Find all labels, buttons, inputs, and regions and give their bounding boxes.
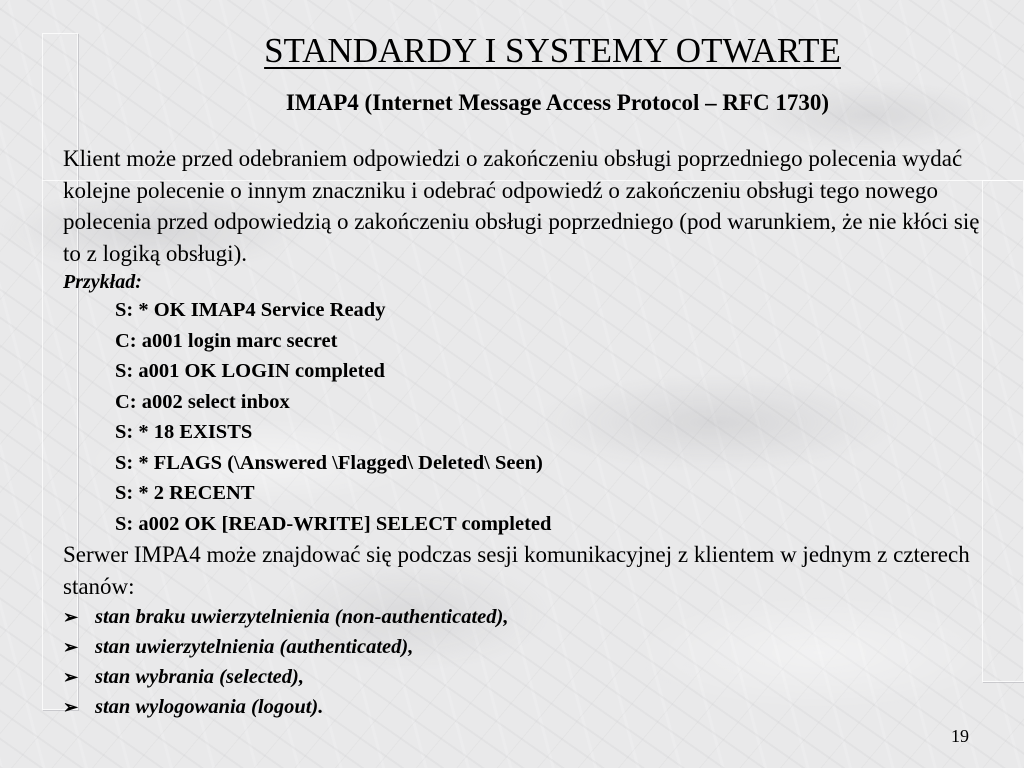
list-item (63, 632, 993, 662)
arrow-bullet-icon: ➢ (63, 637, 79, 657)
list-item (63, 692, 993, 722)
slide-subtitle: IMAP4 (Internet Message Access Protocol – RFC 1730) (285, 90, 830, 115)
list-item-text: stan wybrania (selected), (95, 666, 304, 688)
code-line: S: a002 OK [READ-WRITE] SELECT completed (115, 512, 552, 535)
code-line: S: * FLAGS (\Answered \Flagged\ Deleted\ Seen) (115, 451, 543, 474)
code-line: C: a002 select inbox (115, 390, 290, 413)
arrow-bullet-icon: ➢ (63, 607, 79, 627)
states-intro-paragraph: Serwer IMPA4 może znajdować się podczas sesji komunikacyjnej z klientem w jednym z czterech stanów: (63, 542, 970, 599)
states-list (63, 602, 993, 722)
intro-paragraph: Klient może przed odebraniem odpowiedzi o zakończeniu obsługi poprzedniego polecenia wydać kolejne polecenie o innym znaczniku i odebrać odpowiedź o zakończeniu obsługi tego nowego polecenia przed odpowiedzią o zakończeniu obsługi poprzedniego (pod warunkiem, że nie kłóci się to z logiką obsługi). (63, 146, 980, 266)
list-item-text: stan braku uwierzytelnienia (non-authenticated), (95, 606, 509, 628)
page-number: 19 (951, 726, 969, 746)
list-item (63, 602, 993, 632)
arrow-bullet-icon: ➢ (63, 667, 79, 687)
example-label: Przykład: (63, 271, 142, 293)
example-code-block (63, 295, 993, 539)
list-item-text: stan uwierzytelnienia (authenticated), (95, 636, 414, 658)
code-line: S: * 2 RECENT (115, 482, 255, 504)
slide-title: STANDARDY I SYSTEMY OTWARTE (264, 31, 841, 70)
list-item-text: stan wylogowania (logout). (95, 696, 324, 718)
arrow-bullet-icon: ➢ (63, 697, 79, 717)
code-line: S: * OK IMAP4 Service Ready (115, 299, 386, 321)
code-line: S: * 18 EXISTS (115, 421, 253, 443)
code-line: S: a001 OK LOGIN completed (115, 360, 385, 382)
code-line: C: a001 login marc secret (115, 329, 338, 352)
slide-content (63, 143, 993, 722)
list-item (63, 662, 993, 692)
